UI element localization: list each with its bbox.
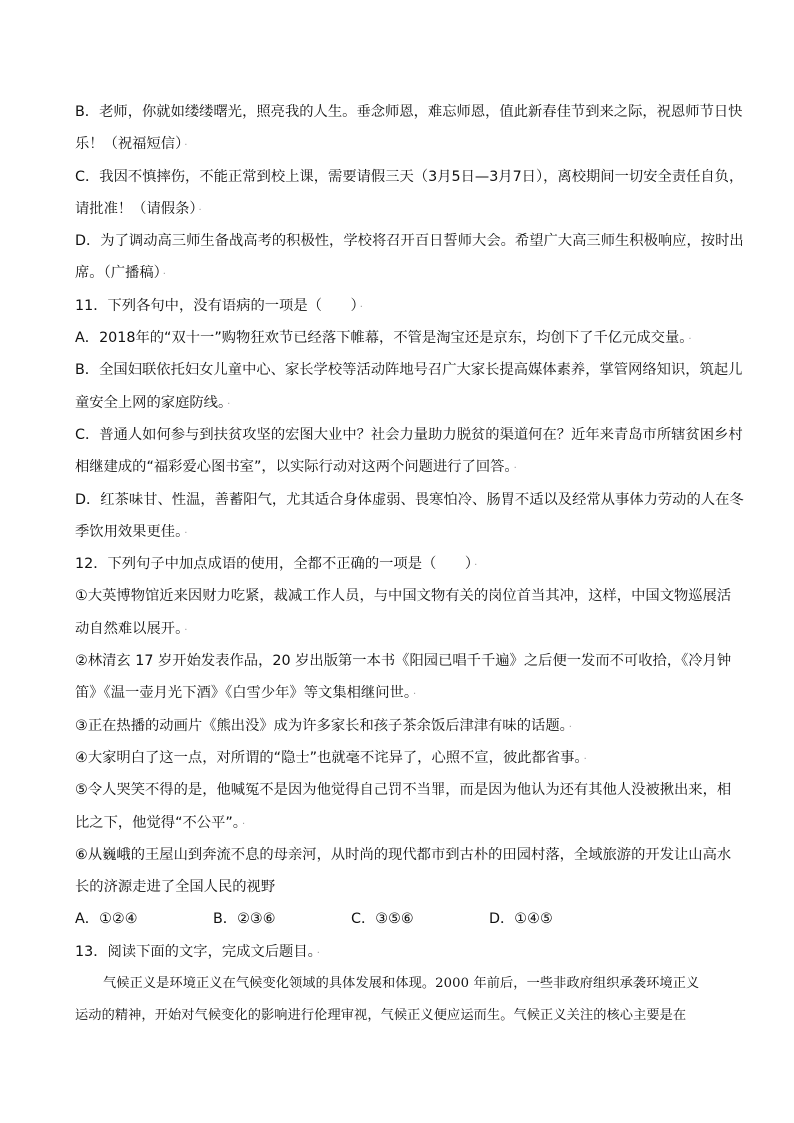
q12-item-5-line-2: 比之下，他觉得“不公平”。 · — [75, 814, 246, 831]
paragraph-mark-icon: · — [184, 624, 188, 636]
q12-item-4: ④大家明白了这一点，对所谓的“隐士”也就毫不诧异了，心照不宣，彼此都省事。 · — [75, 749, 587, 766]
paragraph-mark-icon: · — [162, 269, 166, 281]
q12-answer-options — [75, 903, 725, 935]
question-11-stem: 11．下列各句中，没有语病的一项是（ ） · — [75, 297, 363, 314]
paragraph-mark-icon: · — [198, 204, 202, 216]
paragraph-mark-icon: · — [184, 527, 188, 539]
q12-item-1-line-2: 动自然难以展开。 · — [75, 620, 188, 637]
document-body — [75, 96, 744, 1032]
option-d-line-2: 席。（广播稿） · — [75, 265, 166, 282]
q11-option-a: A．2018年的“双十一”购物狂欢节已经落下帷幕，不管是淘宝还是京东，均创下了千亿元成交量。 · — [75, 330, 692, 347]
q12-item-3: ③正在热播的动画片《熊出没》成为许多家长和孩子茶余饭后津津有味的话题。 · — [75, 717, 572, 734]
q11-option-c-line-1: C．普通人如何参与到扶贫攻坚的宏图大业中？社会力量助力脱贫的渠道何在？近年来青岛市所辖贫困乡村 — [75, 426, 743, 443]
option-d-line-1: D．为了调动高三师生备战高考的积极性，学校将召开百日誓师大会。希望广大高三师生积极响应，按时出 — [75, 233, 744, 250]
q11-option-b-line-1: B．全国妇联依托妇女儿童中心、家长学校等活动阵地号召广大家长提高媒体素养，掌管网络知识，筑起儿 — [75, 362, 743, 379]
q12-choice-b: B．②③⑥ — [213, 911, 276, 928]
option-b-line-2: 乐！（祝福短信） · — [75, 136, 188, 153]
paragraph-mark-icon: · — [474, 560, 478, 572]
q12-choice-a: A．①②④ — [75, 911, 138, 928]
q12-item-6-line-1: ⑥从巍峨的王屋山到奔流不息的母亲河，从时尚的现代都市到古朴的田园村落，全域旅游的开发让山高水 — [75, 846, 732, 863]
question-13-stem: 13．阅读下面的文字，完成文后题目。 · — [75, 943, 320, 960]
paragraph-mark-icon: · — [241, 818, 246, 830]
paragraph-mark-icon: · — [583, 753, 587, 765]
paragraph-mark-icon: · — [568, 721, 572, 733]
passage-line-2: 运动的精神，开始对气候变化的影响进行伦理审视，气候正义便应运而生。气候正义关注的核心主要是在 — [75, 1008, 687, 1024]
paragraph-mark-icon: · — [316, 947, 320, 959]
q12-item-6-line-2: 长的济源走进了全国人民的视野 — [75, 879, 276, 896]
paragraph-mark-icon: · — [688, 334, 692, 346]
q11-option-d-line-2: 季饮用效果更佳。 · — [75, 523, 188, 540]
q11-option-b-line-2: 童安全上网的家庭防线。 · — [75, 394, 231, 411]
paragraph-mark-icon: · — [227, 398, 231, 410]
q12-choice-d: D．①④⑤ — [489, 911, 553, 928]
question-12-stem: 12．下列句子中加点成语的使用，全都不正确的一项是（ ） · — [75, 556, 478, 573]
q12-item-2-line-1: ②林清玄 17 岁开始发表作品，20 岁出版第一本书《阳园已唱千千遍》之后便一发而不可收拾，《冷月钟 — [75, 653, 732, 670]
q12-choice-c: C．③⑤⑥ — [351, 911, 414, 928]
q12-item-5-line-1: ⑤令人哭笑不得的是，他喊冤不是因为他觉得自己罚不当罪，而是因为他认为还有其他人没被揪出来，相 — [75, 782, 732, 799]
paragraph-mark-icon: · — [412, 689, 417, 701]
paragraph-mark-icon: · — [513, 463, 517, 475]
q11-option-d-line-1: D．红茶味甘、性温，善蓄阳气，尤其适合身体虚弱、畏寒怕冷、肠胃不适以及经常从事体力劳动的人在冬 — [75, 491, 744, 508]
option-c-line-1: C．我因不慎摔伤，不能正常到校上课，需要请假三天（3月5日—3月7日），离校期间一切安全责任自负， — [75, 168, 744, 185]
option-b-line-1: B．老师，你就如缕缕曙光，照亮我的人生。垂念师恩，难忘师恩，值此新春佳节到来之际，祝恩师节日快 — [75, 104, 743, 120]
q12-item-2-line-2: 笛》《温一壶月光下酒》《白雪少年》等文集相继问世。 · — [75, 685, 417, 702]
paragraph-mark-icon: · — [184, 140, 188, 152]
option-c-line-2: 请批准！（请假条） · — [75, 200, 202, 217]
q12-item-1-line-1: ①大英博物馆近来因财力吃紧，裁减工作人员，与中国文物有关的岗位首当其冲，这样，中国文物巡展活 — [75, 588, 732, 605]
passage-line-1: 气候正义是环境正义在气候变化领域的具体发展和体现。2000 年前后，一些非政府组织承袭环境正义 — [103, 976, 700, 992]
paragraph-mark-icon: · — [359, 301, 363, 313]
q11-option-c-line-2: 相继建成的“福彩爱心图书室”，以实际行动对这两个问题进行了回答。 · — [75, 459, 517, 476]
